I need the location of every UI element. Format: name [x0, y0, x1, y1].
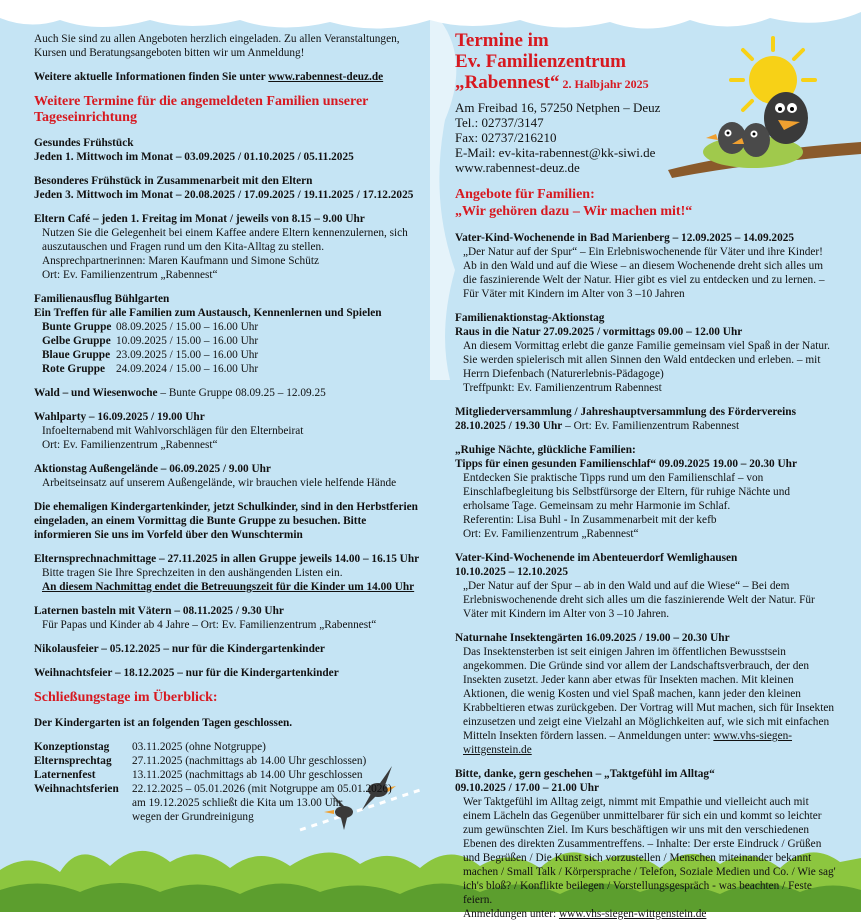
email[interactable]: E-Mail: ev-kita-rabennest@kk-siwi.de [455, 145, 656, 160]
event-ruhige-naechte: „Ruhige Nächte, glückliche Familien: Tipps für einen gesunden Familienschlaf“ 09.09.2025 19.00 – 20.30 Uhr Entdecken Sie praktische Tipps rund um den Familienschlaf – von Einschlafbegleitung bis Selbstfürsorge der Eltern, für ruhige Nächte und erholsame Tage. Gemeinsam zu mehr Harmonie im Schlaf. Referentin: Lisa Buhl - In Zusammenarbeit mit der kefb Ort: Ev. Familienzentrum „Rabennest“ [455, 444, 797, 540]
left-column [34, 32, 422, 824]
event-wahlparty: Wahlparty – 16.09.2025 / 19.00 Uhr Infoelternabend mit Wahlvorschlägen für den Elternbeirat Ort: Ev. Familienzentrum „Rabennest“ [34, 411, 304, 451]
closing-days-table: Konzeptionstag 03.11.2025 (ohne Notgruppe) Elternsprechtag 27.11.2025 (nachmittags ab 14.00 Uhr geschlossen) Laternenfest 13.11.2025 (nachmittags ab 14.00 Uhr geschlossen Weihnachtsferien 22.12.2025 – 05.01.2026 (mit Notgruppe am 05.01.2026) am 19.12.2025 schließt die Kita um 13.00 Uhr wegen der Grundreinigung [34, 740, 422, 824]
right-column [455, 30, 837, 921]
fax: Fax: 02737/216210 [455, 130, 557, 145]
group-row: Rote Gruppe 24.09.2024 / 15.00 – 16.00 Uhr [42, 363, 259, 375]
closing-row: Konzeptionstag 03.11.2025 (ohne Notgruppe) [34, 741, 266, 753]
group-row: Bunte Gruppe 08.09.2025 / 15.00 – 16.00 Uhr [42, 321, 259, 333]
section-title-angebote: Angebote für Familien: „Wir gehören dazu – Wir machen mit!“ [455, 187, 693, 219]
event-mitgliederversammlung: Mitgliederversammlung / Jahreshauptversammlung des Fördervereins 28.10.2025 / 19.30 Uhr – Ort: Ev. Familienzentrum Rabennest [455, 406, 796, 432]
contact-block [455, 100, 837, 175]
closing-row: Elternsprechtag 27.11.2025 (nachmittags ab 14.00 Uhr geschlossen) [34, 755, 367, 767]
event-eltern-fruehstueck: Besonderes Frühstück in Zusammenarbeit mit den Eltern Jeden 3. Mittwoch im Monat – 20.08.2025 / 17.09.2025 / 19.11.2025 / 17.12.2025 [34, 175, 414, 201]
event-sprechnachmittag: Elternsprechnachmittage – 27.11.2025 in allen Gruppe jeweils 14.00 – 16.15 Uhr Bitte tragen Sie Ihre Sprechzeiten in den aushängenden Listen ein. An diesem Nachmittag endet die Betreuungszeit für die Kinder um 14.00 Uhr [34, 553, 420, 593]
closing-row: Laternenfest 13.11.2025 (nachmittags ab 14.00 Uhr geschlossen [34, 769, 363, 781]
event-wald: Wald – und Wiesenwoche – Bunte Gruppe 08.09.25 – 12.09.25 [34, 387, 326, 399]
event-laternen: Laternen basteln mit Vätern – 08.11.2025 / 9.30 Uhr Für Papas und Kinder ab 4 Jahre – Ort: Ev. Familienzentrum „Rabennest“ [34, 605, 377, 631]
vhs-link[interactable]: www.vhs-siegen-wittgenstein.de [463, 730, 793, 756]
event-familienaktionstag: Familienaktionstag-Aktionstag Raus in die Natur 27.09.2025 / vormittags 09.00 – 12.00 Uhr An diesem Vormittag erlebt die ganze Familie gemeinsam viel Spaß in der Natur. Sie werden spielerisch mit allen Sinnen den Wald entdecken und erleben. – mit Herrn Diefenbach (Naturerlebnis-Pädagoge) Treffpunkt: Ev. Familienzentrum Rabennest [455, 312, 830, 394]
phone: Tel.: 02737/3147 [455, 115, 544, 130]
website-link[interactable]: www.rabennest-deuz.de [268, 71, 384, 83]
address: Am Freibad 16, 57250 Netphen – Deuz [455, 100, 661, 115]
ehemalige-text: Die ehemaligen Kindergartenkinder, jetzt Schulkinder, sind in den Herbstferien eingeladen, an einem Vormittag die Bunte Gruppe zu besuchen. Bitte informieren Sie uns im Vorfeld über den Wunschtermin [34, 501, 418, 541]
section-title-termine: Weitere Termine für die angemeldeten Familien unserer Tageseinrichtung [34, 94, 369, 125]
event-aktionstag: Aktionstag Außengelände – 06.09.2025 / 9.00 Uhr Arbeitseinsatz auf unserem Außengelände, wir brauchen viele helfende Hände [34, 463, 397, 489]
event-familienausflug: Familienausflug Bühlgarten Ein Treffen für alle Familien zum Austausch, Kennenlernen und Spielen Bunte Gruppe 08.09.2025 / 15.00 – 16.00 Uhr Gelbe Gruppe 10.09.2025 / 15.00 – 16.00 Uhr Blaue Gruppe 23.09.2025 / 15.00 – 16.00 Uhr Rote Gruppe 24.09.2024 / 15.00 – 16.00 Uhr [34, 292, 422, 376]
closing-row: Weihnachtsferien 22.12.2025 – 05.01.2026 (mit Notgruppe am 05.01.2026) [34, 783, 392, 795]
vhs-link[interactable]: www.vhs-siegen-wittgenstein.de [559, 908, 707, 920]
more-info: Weitere aktuelle Informationen finden Sie unter www.rabennest-deuz.de [34, 71, 384, 83]
event-vater-kind-2: Vater-Kind-Wochenende im Abenteuerdorf Wemlighausen 10.10.2025 – 12.10.2025 „Der Natur auf der Spur – ab in den Wald und auf die Wiese“ – Bei dem Erlebniswochenende dreht sich alles um die faszinierende Welt der Natur. Für Väter mit Kindern im Alter von 3 –10 Jahren. [455, 552, 815, 620]
event-weihnacht: Weihnachtsfeier – 18.12.2025 – nur für die Kindergartenkinder [34, 667, 339, 679]
event-fruehstueck: Gesundes Frühstück Jeden 1. Mittwoch im Monat – 03.09.2025 / 01.10.2025 / 05.11.2025 [34, 137, 354, 163]
event-vater-kind-1: Vater-Kind-Wochenende in Bad Marienberg – 12.09.2025 – 14.09.2025 „Der Natur auf der Spur“ – Ein Erlebniswochenende für Väter und ihre Kinder! Ab in den Wald und auf die Wiese – an diesem Wochenende dreht sich alles um die faszinierende Welt der Natur. Hier gibt es viel zu entdecken und zu lernen. – Für Väter mit Kindern im Alter von 3 –10 Jahren [455, 232, 825, 300]
event-insektengaerten: Naturnahe Insektengärten 16.09.2025 / 19.00 – 20.30 Uhr Das Insektensterben ist seit einigen Jahren im öffentlichen Bewusstsein angekommen. Die Gründe sind vor allem der Landschaftsverbrauch, der den Insekten zusetzt. Jeder kann aber etwas für Insekten machen. Mit kleinen Aktionen, die wenig Kosten und viel Spaß machen, kann jeder den kleinen Krabbeltieren etwas zurückgeben. Der Vortrag will Mut machen, sich für Insekten einzusetzen und zeigt eine Vielzahl an Möglichkeiten auf, wie sich mit einfachen Mitteln Insekten fördern lassen. – Anmeldungen unter: www.vhs-siegen-wittgenstein.de [455, 632, 834, 756]
section-title-schliessung: Schließungstage im Überblick: [34, 690, 218, 705]
event-nikolaus: Nikolausfeier – 05.12.2025 – nur für die Kindergartenkinder [34, 643, 325, 655]
group-row: Gelbe Gruppe 10.09.2025 / 15.00 – 16.00 Uhr [42, 335, 259, 347]
intro-text: Auch Sie sind zu allen Angeboten herzlich eingeladen. Zu allen Veranstaltungen, Kursen und Beratungsangeboten bitten wir um Anmeldung! [34, 33, 400, 59]
schliess-intro: Der Kindergarten ist an folgenden Tagen geschlossen. [34, 717, 293, 729]
group-row: Blaue Gruppe 23.09.2025 / 15.00 – 16.00 Uhr [42, 349, 259, 361]
page-title: Termine im Ev. Familienzentrum „Rabennest“ 2. Halbjahr 2025 [455, 30, 649, 93]
event-eltern-cafe: Eltern Café – jeden 1. Freitag im Monat / jeweils von 8.15 – 9.00 Uhr Nutzen Sie die Gelegenheit bei einem Kaffee andere Eltern kennenzulernen, sich auszutauschen und Fragen rund um den Kita-Alltag zu stellen. Ansprechpartnerinnen: Maren Kaufmann und Simone Schütz Ort: Ev. Familienzentrum „Rabennest“ [34, 213, 408, 281]
event-taktgefuehl: Bitte, danke, gern geschehen – „Taktgefühl im Alltag“ 09.10.2025 / 17.00 – 21.00 Uhr Wer Taktgefühl im Alltag zeigt, nimmt mit Empathie und vielleicht auch mit einem Lächeln das Gegenüber unmittelbarer für sich ein und kommt so leichter zum gewünschten Ziel. Im Kurs beschäftigen wir uns mit den verschiedenen Ebenen des direkten Zusammentreffens. – Inhalte: Der erste Eindruck / Grüßen und Begrüßen / Die Kunst sich vorzustellen / Menschen miteinander bekannt machen / Small Talk / Körpersprache / Telefon, Soziale Medien und Co. / Wie sag' ich's bloß? / Konflikte beilegen / Vorstellungsgespräch - was beachten / Feste feiern. Anmeldungen unter: www.vhs-siegen-wittgenstein.de [455, 768, 836, 920]
website[interactable]: www.rabennest-deuz.de [455, 160, 580, 175]
